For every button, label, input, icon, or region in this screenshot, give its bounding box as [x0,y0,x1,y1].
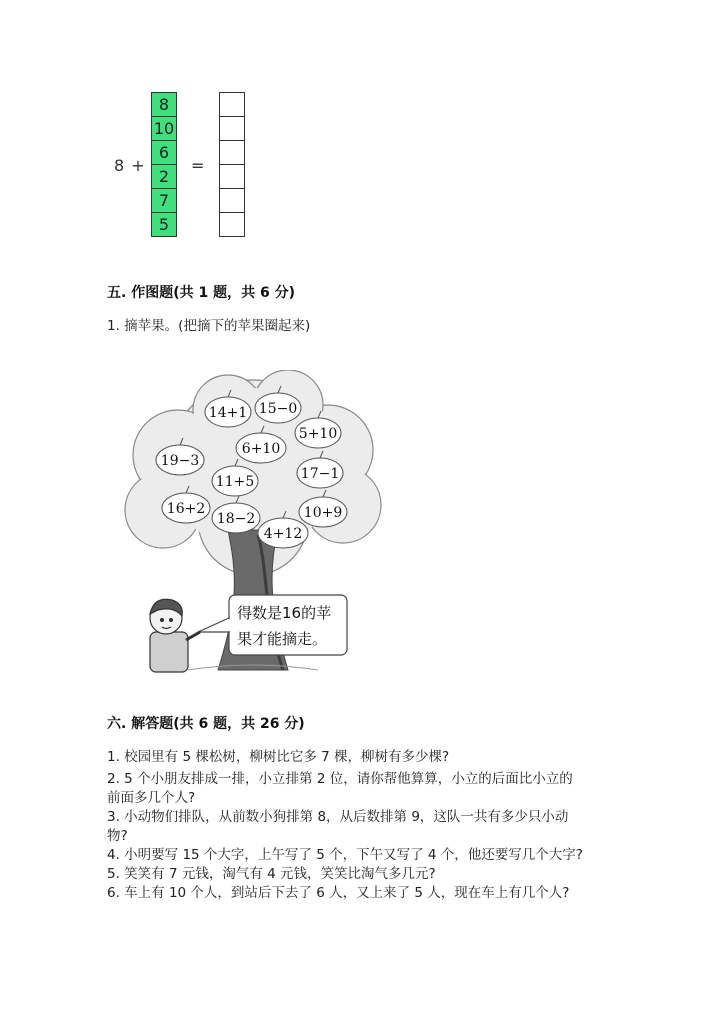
section-5-title: 五. 作图题(共 1 题，共 6 分) [107,285,295,301]
bubble-line-2: 果才能摘走。 [237,630,328,648]
apple-label: 15−0 [258,401,298,417]
apple-label: 6+10 [241,441,281,457]
speech-bubble [198,595,347,655]
equals-sign: = [191,156,205,175]
column-cell: 10 [152,117,176,141]
question-2-continued: 前面多几个人? [107,790,196,806]
question-6: 6. 车上有 10 个人，到站后下去了 6 人，又上来了 5 人，现在车上有几个人? [107,885,570,901]
addend-column [151,92,177,237]
answer-box[interactable] [220,165,244,189]
bubble-line-1: 得数是16的苹 [237,604,332,622]
apple-label: 16+2 [166,501,206,517]
answer-box[interactable] [220,213,244,236]
answer-box[interactable] [220,189,244,213]
apple-label: 17−1 [300,466,340,482]
answer-box[interactable] [220,117,244,141]
question-5: 5. 笑笑有 7 元钱，淘气有 4 元钱，笑笑比淘气多几元? [107,866,436,882]
question-2: 2. 5 个小朋友排成一排，小立排第 2 位，请你帮他算算，小立的后面比小立的 [107,771,573,787]
column-cell: 7 [152,189,176,213]
section-5-question: 1. 摘苹果。(把摘下的苹果圈起来) [107,318,311,334]
question-1: 1. 校园里有 5 棵松树，柳树比它多 7 棵，柳树有多少棵? [107,749,450,765]
answer-column [219,92,245,237]
question-4: 4. 小明要写 15 个大字，上午写了 5 个，下午又写了 4 个，他还要写几个大字? [107,847,583,863]
apple-label: 5+10 [298,426,338,442]
boy-figure [150,599,200,672]
apple-label: 4+12 [263,526,303,542]
addend-label: 8 + [114,156,146,175]
answer-box[interactable] [220,141,244,165]
column-cell: 6 [152,141,176,165]
apple-tree-illustration [118,370,388,680]
column-cell: 8 [152,93,176,117]
column-cell: 5 [152,213,176,236]
apple-label: 10+9 [303,505,343,521]
column-cell: 2 [152,165,176,189]
apple-label: 19−3 [160,453,200,469]
question-3-continued: 物? [107,828,128,844]
question-3: 3. 小动物们排队，从前数小狗排第 8，从后数排第 9，这队一共有多少只小动 [107,809,569,825]
apple-label: 14+1 [208,405,248,421]
section-6-title: 六. 解答题(共 6 题，共 26 分) [107,716,305,732]
apple-label: 18−2 [216,511,256,527]
answer-box[interactable] [220,93,244,117]
apple-label: 11+5 [215,474,255,490]
